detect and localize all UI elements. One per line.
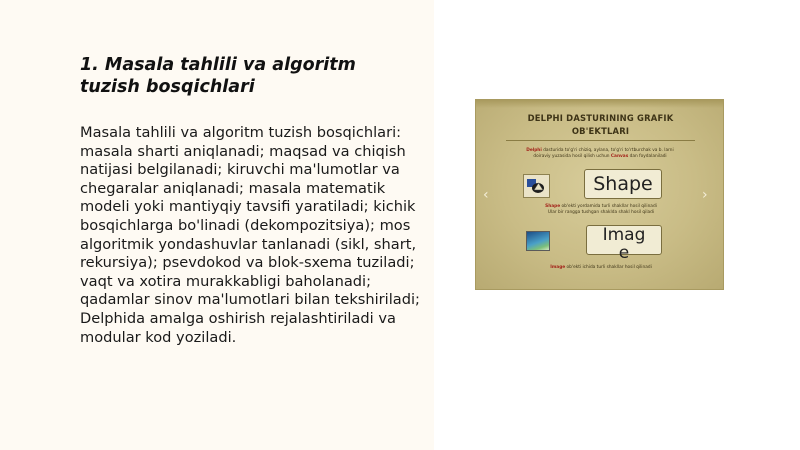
title-divider: [506, 140, 695, 141]
delphi-graphics-slide-image: [475, 99, 724, 290]
slide-title-line1: DELPHI DASTURINING GRAFIK: [527, 113, 674, 123]
shape-desc-line2: Ular bir rangga tushgan shaklda shakl hosil qiladi: [547, 210, 655, 215]
shape-highlight: Shape: [545, 204, 561, 209]
shape-component-icon: [523, 174, 550, 198]
shape-desc-line1: ob'ekti yordamida turli shakllar hosil qilinadi: [560, 204, 657, 209]
next-arrow-icon[interactable]: ›: [702, 187, 708, 203]
slide-title-line2: OB'EKTLARI: [571, 126, 630, 136]
body-paragraph: Masala tahlili va algoritm tuzish bosqichlari: masala sharti aniqlanadi; maqsad va chiqish natijasi belgilanadi; kiruvchi ma'lumotlar va chegaralar aniqlanadi; masala matematik modeli yoki mantiyqiy tavsifi yaratiladi; kichik bosqichlarga bo'linadi (dekompozitsiya); mos algoritmik yondashuvlar tanlanadi (sikl, shart, rekursiya); psevdokod va blok-sxema tuziladi; vaqt va xotira murakkabligi baholanadi; qadamlar sinov ma'lumotlari bilan tekshiriladi; Delphida amalga oshirish rejalashtiriladi va modular kod yoziladi.: [80, 124, 420, 346]
canvas-desc-line2-pre: doiraviy yuzasida hosil qilish uchun: [533, 154, 611, 159]
canvas-desc-line2-post: dan foydalaniladi: [628, 154, 667, 159]
canvas-description: [486, 148, 714, 160]
shape-description: [506, 204, 696, 216]
image-label-text: Image: [602, 225, 646, 263]
image-component-icon: [526, 231, 550, 251]
image-highlight: Image: [550, 265, 566, 270]
slide-top-band: [476, 100, 723, 108]
image-label-box: [586, 225, 662, 263]
image-desc-text: ob'ekti ichida turli shakllar hosil qilinadi: [565, 265, 652, 270]
shape-label-box: Shape: [584, 169, 662, 199]
prev-arrow-icon[interactable]: ‹: [483, 187, 489, 203]
image-description: [501, 265, 701, 271]
delphi-highlight: Delphi: [526, 148, 542, 153]
shape-glyph-icon: [524, 175, 549, 197]
canvas-desc-line1: dasturida to'g'ri chiziq, aylana, to'g'ri to'rtburchak va b. larni: [541, 148, 674, 153]
canvas-highlight: Canvas: [610, 154, 629, 159]
section-heading: 1. Masala tahlili va algoritm tuzish bosqichlari: [80, 55, 356, 97]
slide-title: [486, 112, 715, 138]
